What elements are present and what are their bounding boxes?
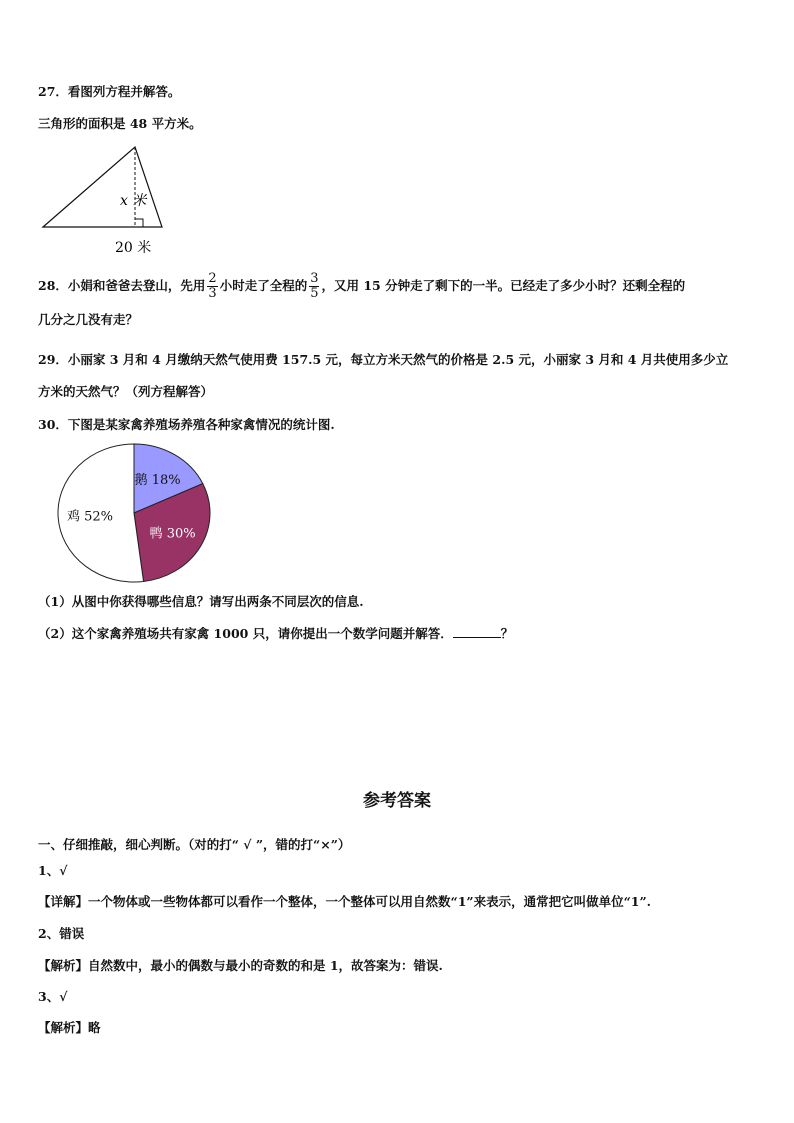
pie-label-2: 鸭 30% xyxy=(149,526,196,542)
pie-label-3: 鸡 52% xyxy=(66,509,114,525)
q30-title: 30．下图是某家禽养殖场养殖各种家禽情况的统计图. xyxy=(38,417,335,432)
fraction1-numerator: 2 xyxy=(208,271,217,286)
fraction-three-fifths xyxy=(309,272,319,301)
answer-3: 3、√ xyxy=(38,989,68,1004)
fraction2-denominator: 5 xyxy=(310,286,319,301)
answer-2-detail: 【解析】自然数中，最小的偶数与最小的奇数的和是 1，故答案为：错误. xyxy=(38,958,443,973)
answer-3-detail: 【解析】略 xyxy=(38,1020,101,1035)
height-label: x 米 xyxy=(120,193,147,209)
q29-line1: 29．小丽家 3 月和 4 月缴纳天然气使用费 157.5 元，每立方米天然气的价格是 2.5 元，小丽家 3 月和 4 月共使用多少立 xyxy=(38,352,729,367)
pie-label-1: 鹅 18% xyxy=(134,473,181,489)
q28-text-part1: 28．小娟和爸爸去登山，先用 xyxy=(38,278,206,293)
fraction2-numerator: 3 xyxy=(310,271,319,286)
q28-text-part2: 小时走了全程的 xyxy=(219,278,308,293)
answer-1: 1、√ xyxy=(38,863,68,878)
q30-subquestion-1: （1）从图中你获得哪些信息？请写出两条不同层次的信息. xyxy=(38,594,364,609)
q30-subquestion-2 xyxy=(38,625,513,642)
answers-title: 参考答案 xyxy=(363,791,431,811)
answer-blank xyxy=(453,625,501,638)
poultry-pie-chart xyxy=(50,436,220,590)
fraction-two-thirds xyxy=(207,272,217,301)
q27-title: 27．看图列方程并解答。 xyxy=(38,84,181,99)
fraction1-denominator: 3 xyxy=(208,286,217,301)
q28-line1 xyxy=(38,268,685,304)
q30-subquestion-2-text: （2）这个家禽养殖场共有家禽 1000 只，请你提出一个数学问题并解答． xyxy=(38,626,453,641)
answers-section-1: 一、仔细推敲，细心判断。（对的打“ √ ”，错的打“×”） xyxy=(38,837,351,852)
right-angle-mark xyxy=(135,219,143,227)
answer-2: 2、错误 xyxy=(38,926,85,941)
q30-subquestion-2-end: ？ xyxy=(500,626,514,641)
q28-line2: 几分之几没有走？ xyxy=(38,312,139,327)
base-label: 20 米 xyxy=(115,240,152,256)
q28-text-part3: ，又用 15 分钟走了剩下的一半。已经走了多少小时？还剩全程的 xyxy=(321,278,686,293)
q27-description: 三角形的面积是 48 平方米。 xyxy=(38,116,202,131)
q29-line2: 方米的天然气？（列方程解答） xyxy=(38,384,214,399)
triangle-figure xyxy=(36,140,176,260)
answer-1-detail: 【详解】一个物体或一些物体都可以看作一个整体，一个整体可以用自然数“1”来表示，通常把它叫做单位“1”. xyxy=(38,894,652,909)
triangle-shape xyxy=(43,147,162,227)
